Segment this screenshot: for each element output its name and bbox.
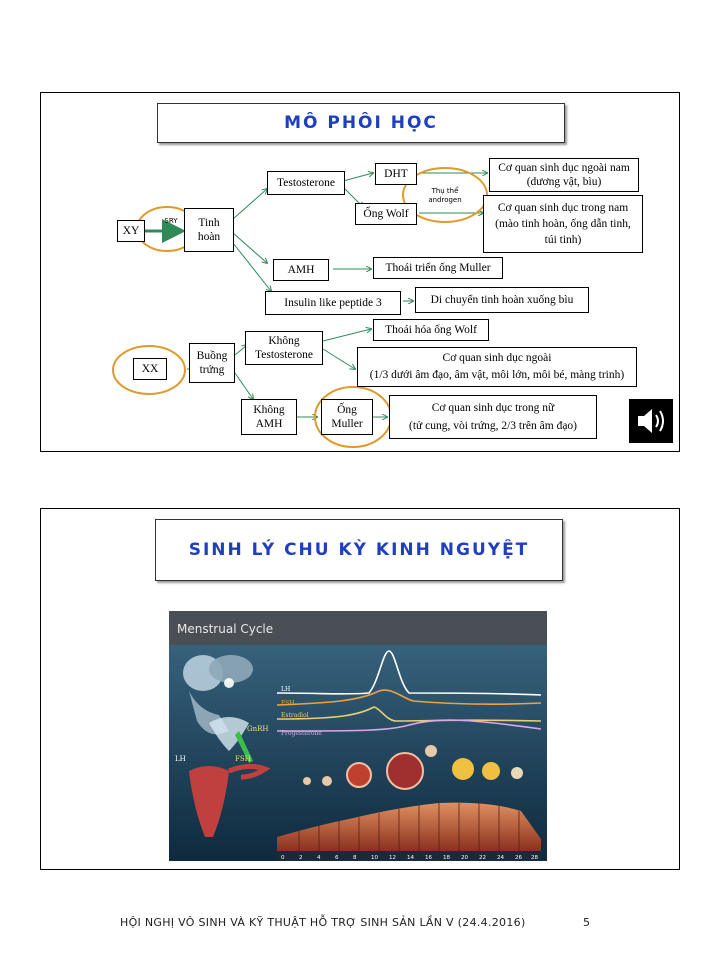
svg-text:FSH: FSH: [281, 700, 295, 707]
svg-text:12: 12: [389, 855, 396, 861]
svg-text:28: 28: [531, 855, 538, 861]
svg-text:26: 26: [515, 855, 522, 861]
svg-text:FSH: FSH: [235, 755, 251, 763]
slide-title: SINH LÝ CHU KỲ KINH NGUYỆT: [155, 519, 563, 581]
menstrual-cycle-image: [169, 611, 547, 861]
speaker-icon[interactable]: [629, 399, 673, 443]
insulin-like-peptide-box: Insulin like peptide 3: [265, 291, 401, 315]
footer-text: HỘI NGHỊ VÔ SINH VÀ KỸ THUẬT HỖ TRỢ SINH SẢN LẦN V (24.4.2016): [120, 916, 526, 929]
sry-label: SRY: [164, 217, 178, 225]
svg-text:18: 18: [443, 855, 450, 861]
svg-text:4: 4: [317, 855, 321, 861]
internal-female-organs-box: Cơ quan sinh dục trong nữ (tử cung, vòi trứng, 2/3 trên âm đạo): [389, 395, 597, 439]
external-female-organs-box: Cơ quan sinh dục ngoài (1/3 dưới âm đạo, âm vật, môi lớn, môi bé, màng trinh): [357, 347, 637, 387]
slide-menstrual-cycle: [40, 508, 680, 870]
page-number: 5: [583, 916, 590, 929]
svg-text:Progesterone: Progesterone: [281, 730, 322, 737]
androgen-receptor-label: Thụ thể androgen: [428, 187, 462, 204]
testosterone-box: Testosterone: [267, 171, 345, 195]
svg-text:14: 14: [407, 855, 414, 861]
svg-text:0: 0: [281, 855, 285, 861]
testis-descent-box: Di chuyển tinh hoàn xuống bìu: [415, 287, 589, 313]
svg-text:LH: LH: [175, 755, 186, 763]
svg-text:LH: LH: [281, 686, 291, 693]
no-testosterone-box: Không Testosterone: [245, 331, 323, 365]
muller-regression-box: Thoái triển ống Muller: [373, 257, 503, 279]
amh-box: AMH: [273, 259, 329, 281]
svg-text:24: 24: [497, 855, 504, 861]
xy-box: XY: [117, 220, 145, 242]
svg-text:6: 6: [335, 855, 339, 861]
wolff-duct-box: Ống Wolf: [355, 203, 417, 225]
slide-embryology: [40, 92, 680, 452]
tinh-hoan-box: Tinh hoàn: [184, 208, 234, 252]
svg-text:20: 20: [461, 855, 468, 861]
xx-box: XX: [133, 358, 167, 380]
no-amh-box: Không AMH: [241, 399, 297, 435]
svg-text:10: 10: [371, 855, 378, 861]
svg-text:GnRH: GnRH: [247, 725, 269, 733]
svg-text:22: 22: [479, 855, 486, 861]
svg-text:2: 2: [299, 855, 303, 861]
external-male-organs-box: Cơ quan sinh dục ngoài nam (dương vật, bìu): [489, 158, 639, 192]
wolff-regression-box: Thoái hóa ống Wolf: [373, 319, 489, 341]
image-heading: Menstrual Cycle: [177, 622, 274, 636]
dht-box: DHT: [375, 163, 417, 185]
buong-trung-box: Buồng trứng: [189, 343, 235, 383]
svg-text:Estradiol: Estradiol: [281, 712, 309, 719]
internal-male-organs-box: Cơ quan sinh dục trong nam (mào tinh hoàn, ống dẫn tinh, túi tinh): [483, 195, 643, 253]
muller-duct-box: Ống Muller: [321, 399, 373, 435]
day-axis: [281, 855, 538, 861]
svg-text:8: 8: [353, 855, 357, 861]
svg-text:16: 16: [425, 855, 432, 861]
slide-title: MÔ PHÔI HỌC: [157, 103, 565, 143]
